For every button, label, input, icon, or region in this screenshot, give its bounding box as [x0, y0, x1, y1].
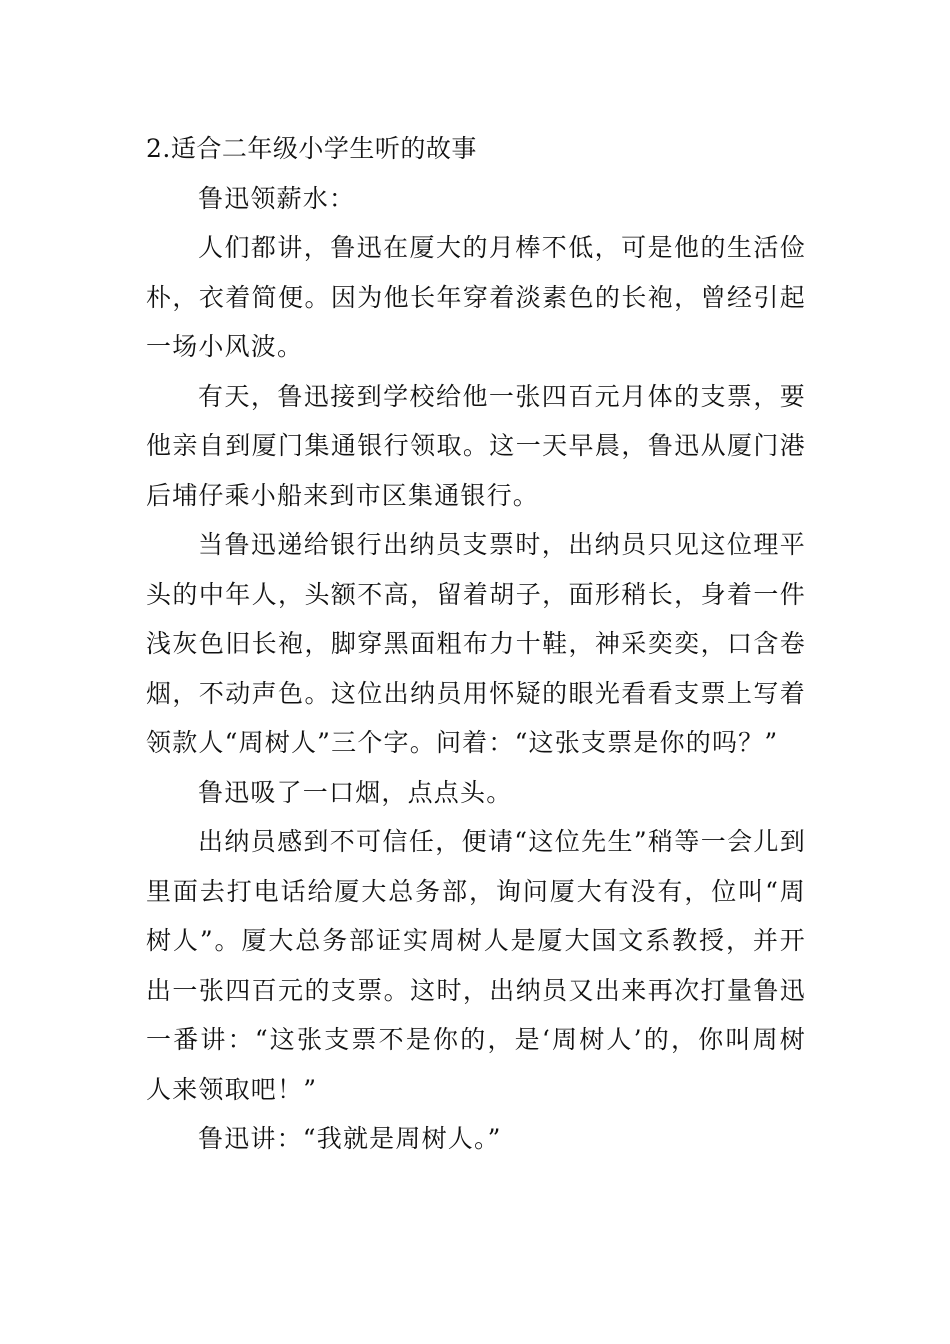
document-page — [146, 124, 806, 1164]
story-title: 鲁迅领薪水： — [198, 183, 356, 213]
paragraph: 鲁迅讲：“我就是周树人。” — [198, 1124, 502, 1153]
paragraph: 人们都讲，鲁迅在厦大的月棒不低，可是他的生活俭朴，衣着简便。因为他长年穿着淡素色的长袍，曾经引起一场小风波。 — [146, 233, 806, 361]
paragraph: 出纳员感到不可信任，便请“这位先生”稍等一会儿到里面去打电话给厦大总务部，询问厦大有没有，位叫“周树人”。厦大总务部证实周树人是厦大国文系教授，并开出一张四百元的支票。这时，出纳员又出来再次打量鲁迅一番讲：“这张支票不是你的，是‘周树人’的，你叫周树人来领取吧！” — [146, 827, 806, 1104]
paragraph: 当鲁迅递给银行出纳员支票时，出纳员只见这位理平头的中年人，头额不高，留着胡子，面形稍长，身着一件浅灰色旧长袍，脚穿黑面粗布力十鞋，神采奕奕，口含卷烟，不动声色。这位出纳员用怀疑的眼光看看支票上写着领款人“周树人”三个字。问着：“这张支票是你的吗？” — [146, 530, 806, 757]
paragraph: 鲁迅吸了一口烟，点点头。 — [198, 777, 513, 807]
section-heading: 2.适合二年级小学生听的故事 — [146, 134, 477, 163]
paragraph: 有天，鲁迅接到学校给他一张四百元月体的支票，要他亲自到厦门集通银行领取。这一天早晨，鲁迅从厦门港后埔仔乘小船来到市区集通银行。 — [146, 381, 806, 510]
